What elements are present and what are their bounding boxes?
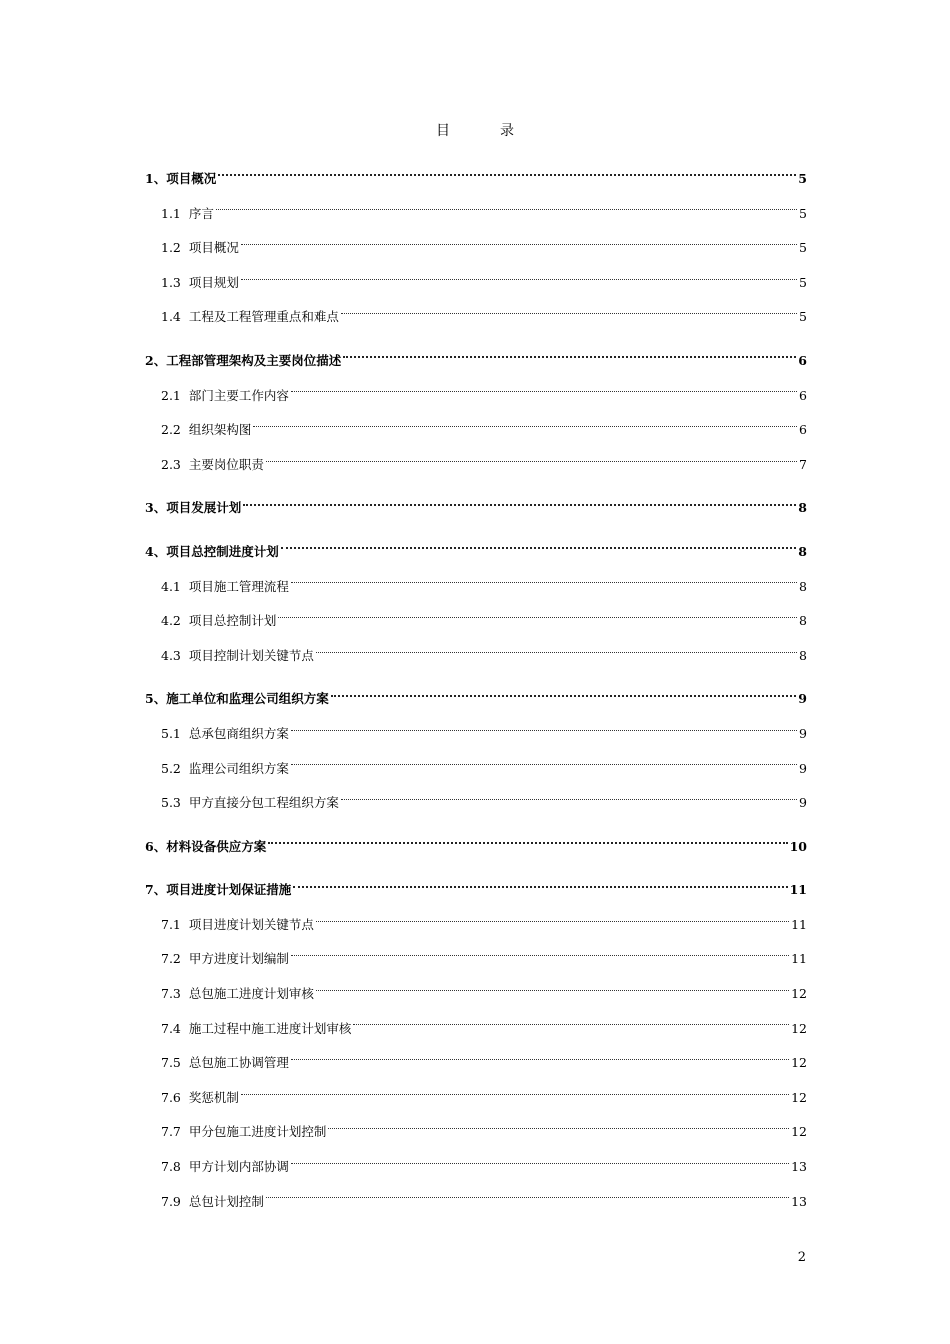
toc-chapter-entry[interactable] [145,344,807,379]
toc-dot-leader [316,652,797,653]
toc-entry-label: 总承包商组织方案 [188,725,289,741]
toc-entry-number: 5.1 [161,725,181,741]
toc-dot-leader [241,244,797,245]
toc-section-entry[interactable] [145,752,807,787]
toc-entry-label: 甲方进度计划编制 [188,951,289,967]
toc-dot-leader [218,174,796,176]
toc-dot-leader [343,356,796,358]
toc-entry-label: 项目进度计划关键节点 [188,916,314,932]
toc-entry-page: 12 [791,1055,807,1071]
toc-dot-leader [341,799,797,800]
toc-entry-number: 1 [145,171,154,186]
toc-section-entry[interactable] [145,717,807,752]
toc-entry-number: 7.9 [161,1193,181,1209]
toc-section-entry[interactable] [145,908,807,943]
toc-entry-page: 9 [799,760,807,776]
toc-section-entry[interactable] [145,1115,807,1150]
toc-entry-label: 、项目发展计划 [153,500,242,516]
toc-dot-leader [316,990,789,991]
toc-entry-page: 12 [791,1020,807,1036]
toc-entry-number: 3 [145,500,154,516]
toc-entry-label: 甲分包施工进度计划控制 [188,1124,327,1140]
toc-chapter-entry[interactable] [145,162,807,197]
toc-entry-label: 工程及工程管理重点和难点 [188,309,339,325]
toc-section-entry[interactable] [145,1012,807,1047]
toc-section-entry[interactable] [145,379,807,414]
toc-section-entry[interactable] [145,977,807,1012]
toc-section-entry[interactable] [145,197,807,232]
toc-entry-number: 6 [145,838,154,854]
toc-entry-label: 项目总控制计划 [188,613,277,629]
toc-entry-page: 12 [791,1124,807,1140]
toc-entry-page: 13 [791,1193,807,1209]
toc-entry-label: 甲方直接分包工程组织方案 [188,795,339,811]
toc-dot-leader [291,1163,789,1164]
toc-section-entry[interactable] [145,300,807,335]
toc-dot-leader [281,547,797,549]
toc-entry-label: 监理公司组织方案 [188,760,289,776]
toc-entry-page: 8 [798,500,807,516]
page-number: 2 [797,1250,806,1265]
toc-entry-label: 部门主要工作内容 [188,387,289,403]
toc-section-entry[interactable] [145,570,807,605]
toc-chapter-entry[interactable] [145,491,807,526]
toc-entry-label: 项目概况 [188,240,239,256]
toc-entry-page: 5 [799,274,807,290]
toc-entry-label: 奖惩机制 [188,1089,239,1105]
toc-entry-label: 施工过程中施工进度计划审核 [188,1020,352,1036]
toc-dot-leader [266,461,797,462]
toc-entry-number: 7.6 [161,1089,181,1105]
toc-entry-number: 7 [145,882,154,898]
toc-entry-page: 8 [799,578,807,594]
toc-section-entry[interactable] [145,413,807,448]
toc-entry-page: 8 [799,647,807,663]
toc-entry-number: 7.7 [161,1124,181,1140]
toc-dot-leader [291,391,797,392]
toc-dot-leader [328,1128,789,1129]
toc-entry-label: 序言 [188,205,214,221]
toc-entry-label: 甲方计划内部协调 [188,1159,289,1175]
toc-entry-label: 、项目总控制进度计划 [153,543,279,559]
toc-entry-label: 项目施工管理流程 [188,578,289,594]
toc-entry-page: 11 [791,951,807,967]
toc-entry-page: 11 [789,882,807,898]
toc-entry-label: 总包计划控制 [188,1193,264,1209]
toc-dot-leader [353,1024,789,1025]
toc-dot-leader [216,209,797,210]
toc-section-entry[interactable] [145,266,807,301]
toc-entry-number: 4.1 [161,578,181,594]
toc-chapter-entry[interactable] [145,830,807,865]
toc-entry-label: 项目规划 [188,274,239,290]
toc-dot-leader [243,504,796,506]
toc-dot-leader [253,426,797,427]
toc-entry-number: 2.3 [161,456,181,472]
toc-entry-number: 7.3 [161,986,181,1002]
toc-entry-label: 项目控制计划关键节点 [188,647,314,663]
toc-dot-leader [291,955,789,956]
toc-entry-number: 1.2 [161,240,181,256]
toc-list [145,162,807,1219]
toc-chapter-entry[interactable] [145,535,807,570]
toc-section-entry[interactable] [145,639,807,674]
toc-entry-page: 8 [799,613,807,629]
toc-dot-leader [291,582,797,583]
toc-entry-page: 9 [798,691,807,707]
toc-entry-label: 、材料设备供应方案 [153,838,267,854]
toc-dot-leader [241,279,797,280]
toc-entry-number: 5.3 [161,795,181,811]
toc-dot-leader [291,764,797,765]
toc-dot-leader [341,313,797,314]
toc-entry-number: 7.8 [161,1159,181,1175]
toc-section-entry[interactable] [145,604,807,639]
toc-entry-label: 、工程部管理架构及主要岗位描述 [153,352,342,368]
toc-entry-page: 5 [799,309,807,325]
toc-entry-number: 1.3 [161,274,181,290]
toc-entry-page: 9 [799,795,807,811]
toc-entry-number: 7.4 [161,1020,181,1036]
toc-entry-page: 8 [798,543,807,559]
toc-chapter-entry[interactable] [145,873,807,908]
toc-dot-leader [266,1197,789,1198]
toc-entry-page: 5 [799,205,807,221]
toc-section-entry[interactable] [145,1046,807,1081]
toc-entry-page: 6 [798,352,807,368]
toc-section-entry[interactable] [145,231,807,266]
toc-title: 目 录 [436,123,532,139]
toc-dot-leader [331,695,797,697]
toc-entry-number: 7.5 [161,1055,181,1071]
toc-dot-leader [278,617,797,618]
toc-entry-number: 2.2 [161,422,181,438]
toc-entry-number: 4.2 [161,613,181,629]
toc-entry-number: 5.2 [161,760,181,776]
toc-entry-label: 总包施工进度计划审核 [188,986,314,1002]
toc-entry-page: 12 [791,986,807,1002]
toc-dot-leader [293,886,787,888]
toc-section-entry[interactable] [145,448,807,483]
toc-entry-page: 6 [799,387,807,403]
toc-entry-number: 1.4 [161,309,181,325]
toc-section-entry[interactable] [145,786,807,821]
toc-entry-number: 2.1 [161,387,181,403]
toc-dot-leader [291,730,797,731]
toc-entry-page: 12 [791,1089,807,1105]
toc-dot-leader [268,842,787,844]
toc-entry-page: 5 [798,171,807,186]
toc-section-entry[interactable] [145,1185,807,1220]
toc-section-entry[interactable] [145,1150,807,1185]
toc-entry-page: 6 [799,422,807,438]
toc-entry-page: 10 [789,838,807,854]
toc-dot-leader [241,1094,789,1095]
toc-section-entry[interactable] [145,942,807,977]
toc-entry-number: 1.1 [161,205,181,221]
toc-entry-page: 5 [799,240,807,256]
toc-entry-label: 、项目概况 [153,171,217,186]
toc-entry-label: 组织架构图 [188,422,252,438]
toc-chapter-entry[interactable] [145,682,807,717]
toc-entry-number: 7.1 [161,916,181,932]
toc-entry-number: 7.2 [161,951,181,967]
toc-entry-number: 2 [145,352,154,368]
toc-entry-label: 主要岗位职责 [188,456,264,472]
toc-entry-label: 、施工单位和监理公司组织方案 [153,691,329,707]
toc-entry-page: 9 [799,725,807,741]
toc-entry-number: 4.3 [161,647,181,663]
toc-entry-page: 7 [799,456,807,472]
toc-entry-label: 、项目进度计划保证措施 [153,882,292,898]
toc-entry-number: 5 [145,691,154,707]
toc-entry-page: 11 [791,916,807,932]
toc-section-entry[interactable] [145,1081,807,1116]
toc-entry-page: 13 [791,1159,807,1175]
toc-dot-leader [316,921,789,922]
toc-entry-number: 4 [145,543,154,559]
toc-entry-label: 总包施工协调管理 [188,1055,289,1071]
toc-dot-leader [291,1059,789,1060]
